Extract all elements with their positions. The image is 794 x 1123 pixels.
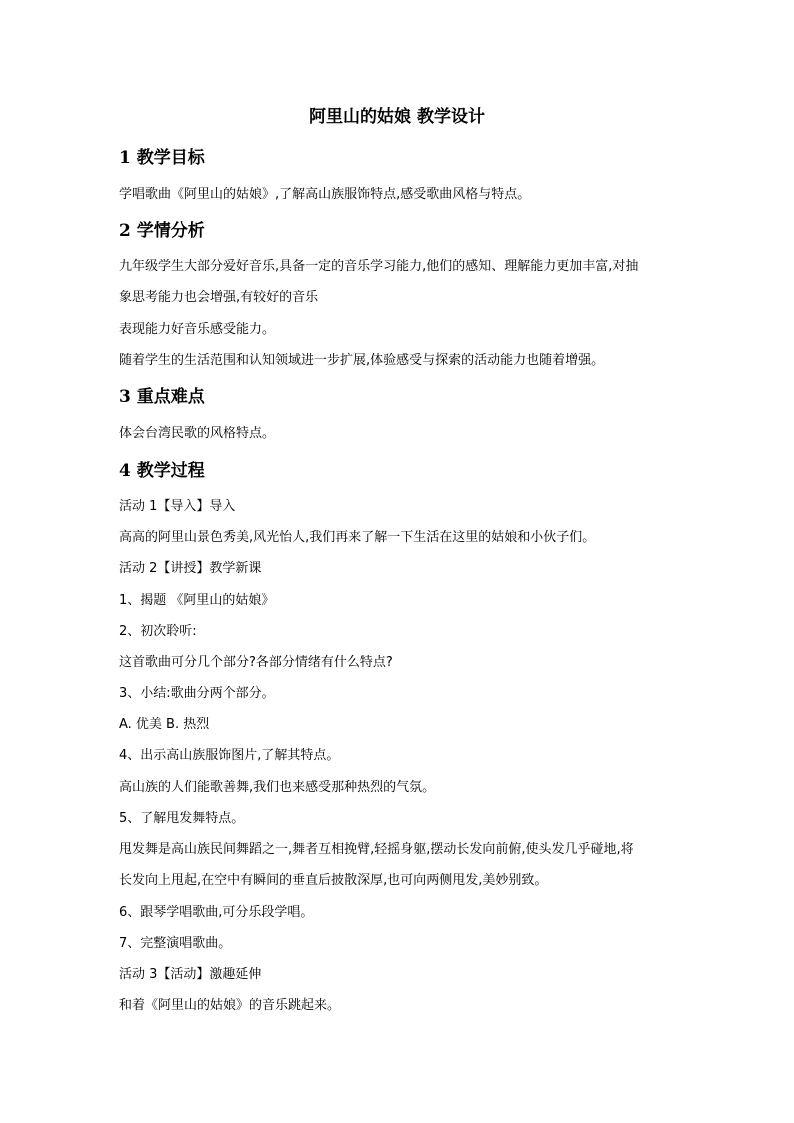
section-heading-objectives: 1 教学目标 [119,148,205,168]
activity-label: 活动 3【活动】激趣延伸 [119,967,262,982]
paragraph-line: 随着学生的生活范围和认知领域进一步扩展,体验感受与探索的活动能力也随着增强。 [119,353,605,368]
paragraph-line: 象思考能力也会增强,有较好的音乐 [119,290,319,305]
paragraph-line: 3、小结:歌曲分两个部分。 [119,686,275,701]
paragraph-line: 2、初次聆听: [119,624,197,639]
paragraph-line: 学唱歌曲《阿里山的姑娘》,了解高山族服饰特点,感受歌曲风格与特点。 [119,187,531,202]
paragraph-line: 4、出示高山族服饰图片,了解其特点。 [119,748,340,763]
paragraph-line: 1、揭题 《阿里山的姑娘》 [119,593,275,608]
paragraph-line: 表现能力好音乐感受能力。 [119,322,276,337]
paragraph-line: A. 优美 B. 热烈 [119,717,210,732]
paragraph-line: 高山族的人们能歌善舞,我们也来感受那种热烈的气氛。 [119,780,436,795]
document-title: 阿里山的姑娘 教学设计 [309,107,485,127]
section-heading-analysis: 2 学情分析 [119,221,205,241]
paragraph-line: 九年级学生大部分爱好音乐,具备一定的音乐学习能力,他们的感知、理解能力更加丰富,对抽 [119,259,639,274]
paragraph-line: 长发向上甩起,在空中有瞬间的垂直后披散深厚,也可向两侧甩发,美妙别致。 [119,873,548,888]
paragraph-line: 和着《阿里山的姑娘》的音乐跳起来。 [119,998,341,1013]
section-heading-key-points: 3 重点难点 [119,387,205,407]
paragraph-line: 体会台湾民歌的风格特点。 [119,426,276,441]
section-heading-process: 4 教学过程 [119,461,205,481]
paragraph-line: 7、完整演唱歌曲。 [119,936,232,951]
paragraph-line: 高高的阿里山景色秀美,风光怡人,我们再来了解一下生活在这里的姑娘和小伙子们。 [119,530,596,545]
paragraph-line: 5、了解甩发舞特点。 [119,811,245,826]
activity-label: 活动 2【讲授】教学新课 [119,561,262,576]
paragraph-line: 这首歌曲可分几个部分?各部分情绪有什么特点? [119,655,393,670]
paragraph-line: 甩发舞是高山族民间舞蹈之一,舞者互相挽臂,轻摇身躯,摆动长发向前俯,使头发几乎碰地,将 [119,842,634,857]
activity-label: 活动 1【导入】导入 [119,499,236,514]
paragraph-line: 6、跟琴学唱歌曲,可分乐段学唱。 [119,905,314,920]
